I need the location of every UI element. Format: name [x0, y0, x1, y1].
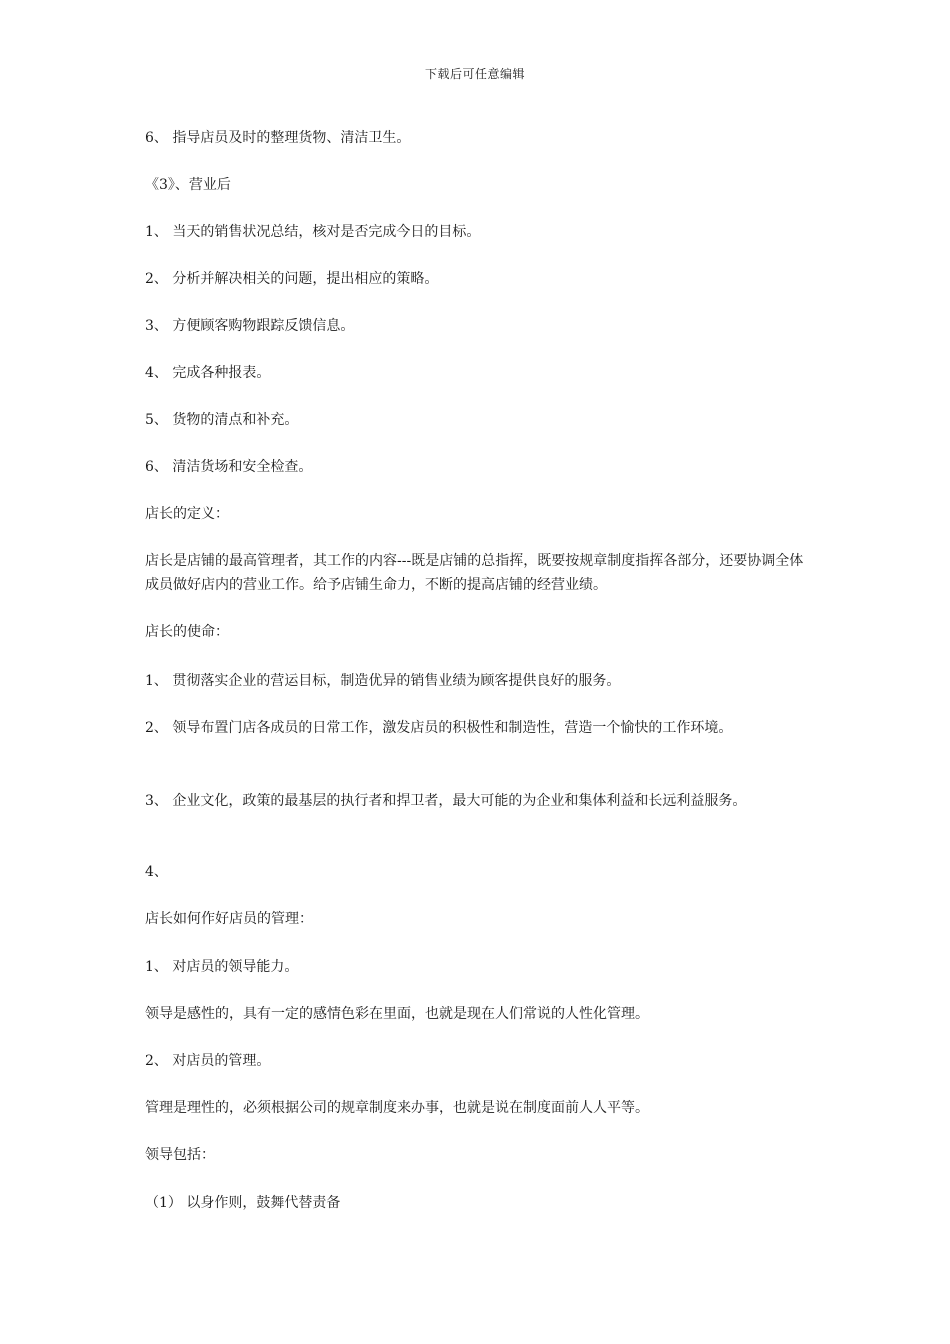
text-line: 3、 方便顾客购物跟踪反馈信息。: [145, 318, 355, 334]
section-heading: 店长如何作好店员的管理：: [145, 911, 313, 927]
section-heading: 领导包括：: [145, 1147, 215, 1163]
paragraph: 管理是理性的，必须根据公司的规章制度来办事，也就是说在制度面前人人平等。: [145, 1100, 649, 1116]
section-heading: 店长的使命：: [145, 624, 229, 640]
text-line: 2、 对店员的管理。: [145, 1053, 271, 1069]
text-line: 5、 货物的清点和补充。: [145, 412, 299, 428]
text-line: 1、 当天的销售状况总结，核对是否完成今日的目标。: [145, 224, 481, 240]
paragraph: 领导是感性的，具有一定的感情色彩在里面，也就是现在人们常说的人性化管理。: [145, 1006, 649, 1022]
text-line: 6、 清洁货场和安全检查。: [145, 459, 313, 475]
text-line: 4、 完成各种报表。: [145, 365, 271, 381]
text-line: 6、 指导店员及时的整理货物、清洁卫生。: [145, 130, 411, 146]
text-line: 4、: [145, 864, 168, 880]
text-line: （1） 以身作则，鼓舞代替责备: [145, 1195, 341, 1211]
page-header: 下载后可任意编辑: [424, 67, 525, 81]
section-heading: 店长的定义：: [145, 506, 229, 522]
text-line: 2、 领导布置门店各成员的日常工作，激发店员的积极性和制造性，营造一个愉快的工作环境。: [145, 720, 733, 736]
text-line: 1、 贯彻落实企业的营运目标，制造优异的销售业绩为顾客提供良好的服务。: [145, 673, 621, 689]
text-line: 2、 分析并解决相关的问题，提出相应的策略。: [145, 271, 439, 287]
text-line: 1、 对店员的领导能力。: [145, 959, 299, 975]
section-heading: 《3》、营业后: [145, 177, 231, 193]
paragraph: 店长是店铺的最高管理者，其工作的内容---既是店铺的总指挥，既要按规章制度指挥各部分，还要协调全体成员做好店内的营业工作。给予店铺生命力，不断的提高店铺的经营业绩。: [145, 553, 804, 593]
paragraph: 3、 企业文化，政策的最基层的执行者和捍卫者，最大可能的为企业和集体利益和长远利益服务。: [145, 793, 747, 809]
